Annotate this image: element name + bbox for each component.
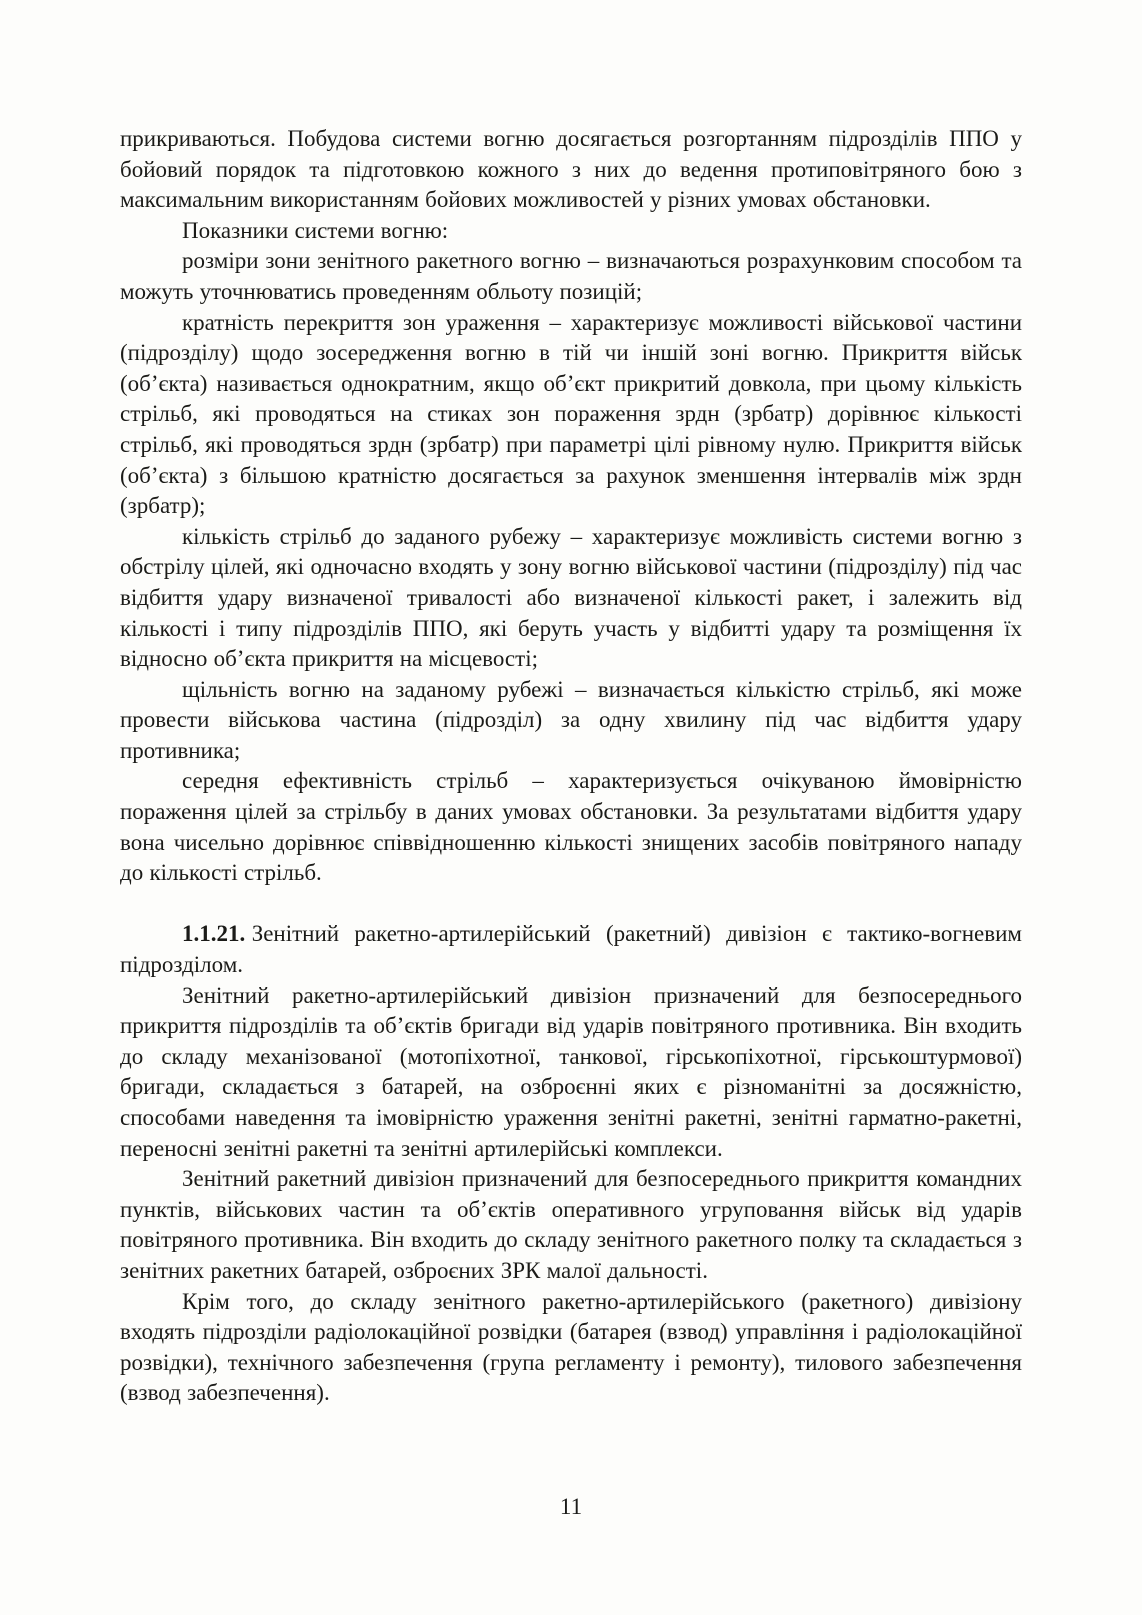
paragraph: щільність вогню на заданому рубежі – визначається кількістю стрільб, які може провести військова частина (підрозділ) за одну хвилину під час відбиття удару противника;	[120, 676, 1022, 763]
paragraph: середня ефективність стрільб – характеризується очікуваною ймовірністю пораження цілей за стрільбу в даних умовах обстановки. За результатами відбиття удару вона чисельно дорівнює співвідношенню кількості знищених засобів повітряного нападу до кількості стрільб.	[120, 768, 1022, 886]
paragraph: Зенітний ракетний дивізіон призначений для безпосереднього прикриття командних пунктів, військових частин та об’єктів оперативного угруповання військ від ударів повітряного противника. Він входить до складу зенітного ракетного полку та складається з зенітних ракетних батарей, озброєних ЗРК малої дальності.	[120, 1166, 1022, 1283]
paragraph: Показники системи вогню:	[182, 217, 449, 243]
paragraph: кількість стрільб до заданого рубежу – характеризує можливість системи вогню з обстрілу цілей, які одночасно входять у зону вогню військової частини (підрозділу) під час відбиття удару визначеної тривалості або визначеної кількості ракет, і залежить від кількості і типу підрозділів ППО, які беруть участь у відбитті удару та розміщення їх відносно об’єкта прикриття на місцевості;	[120, 523, 1022, 672]
document-body	[120, 124, 1022, 1409]
page-number: 11	[559, 1494, 583, 1519]
paragraph: розміри зони зенітного ракетного вогню – визначаються розрахунковим способом та можуть уточнюватись проведенням обльоту позицій;	[120, 248, 1022, 304]
paragraph: кратність перекриття зон ураження – характеризує можливості військової частини (підрозділу) щодо зосередження вогню в тій чи іншій зоні вогню. Прикриття військ (об’єкта) називається однократним, якщо об’єкт прикритий довкола, при цьому кількість стрільб, які проводяться на стиках зон пораження зрдн (зрбатр) дорівнює кількості стрільб, які проводяться зрдн (зрбатр) при параметрі цілі рівному нулю. Прикриття військ (об’єкта) з більшою кратністю досягається за рахунок зменшення інтервалів між зрдн (зрбатр);	[120, 309, 1022, 519]
section-paragraph: 1.1.21. Зенітний ракетно-артилерійський (ракетний) дивізіон є тактико-вогневим підрозділом.	[120, 921, 1022, 978]
paragraph: Крім того, до складу зенітного ракетно-артилерійського (ракетного) дивізіону входять підрозділи радіолокаційної розвідки (батарея (взвод) управління і радіолокаційної розвідки), технічного забезпечення (група регламенту і ремонту), тилового забезпечення (взвод забезпечення).	[120, 1288, 1022, 1406]
paragraph: Зенітний ракетно-артилерійський дивізіон призначений для безпосереднього прикриття підрозділів та об’єктів бригади від ударів повітряного противника. Він входить до складу механізованої (мотопіхотної, танкової, гірськопіхотної, гірськоштурмової) бригади, складається з батарей, на озброєнні яких є різноманітні за досяжністю, способами наведення та імовірністю ураження зенітні ракетні, зенітні гарматно-ракетні, переносні зенітні ракетні та зенітні артилерійські комплекси.	[120, 982, 1022, 1161]
paragraph: прикриваються. Побудова системи вогню досягається розгортанням підрозділів ППО у бойовий порядок та підготовкою кожного з них до ведення протиповітряного бою з максимальним використанням бойових можливостей у різних умовах обстановки.	[120, 126, 1022, 213]
section-number: 1.1.21.	[182, 921, 246, 947]
